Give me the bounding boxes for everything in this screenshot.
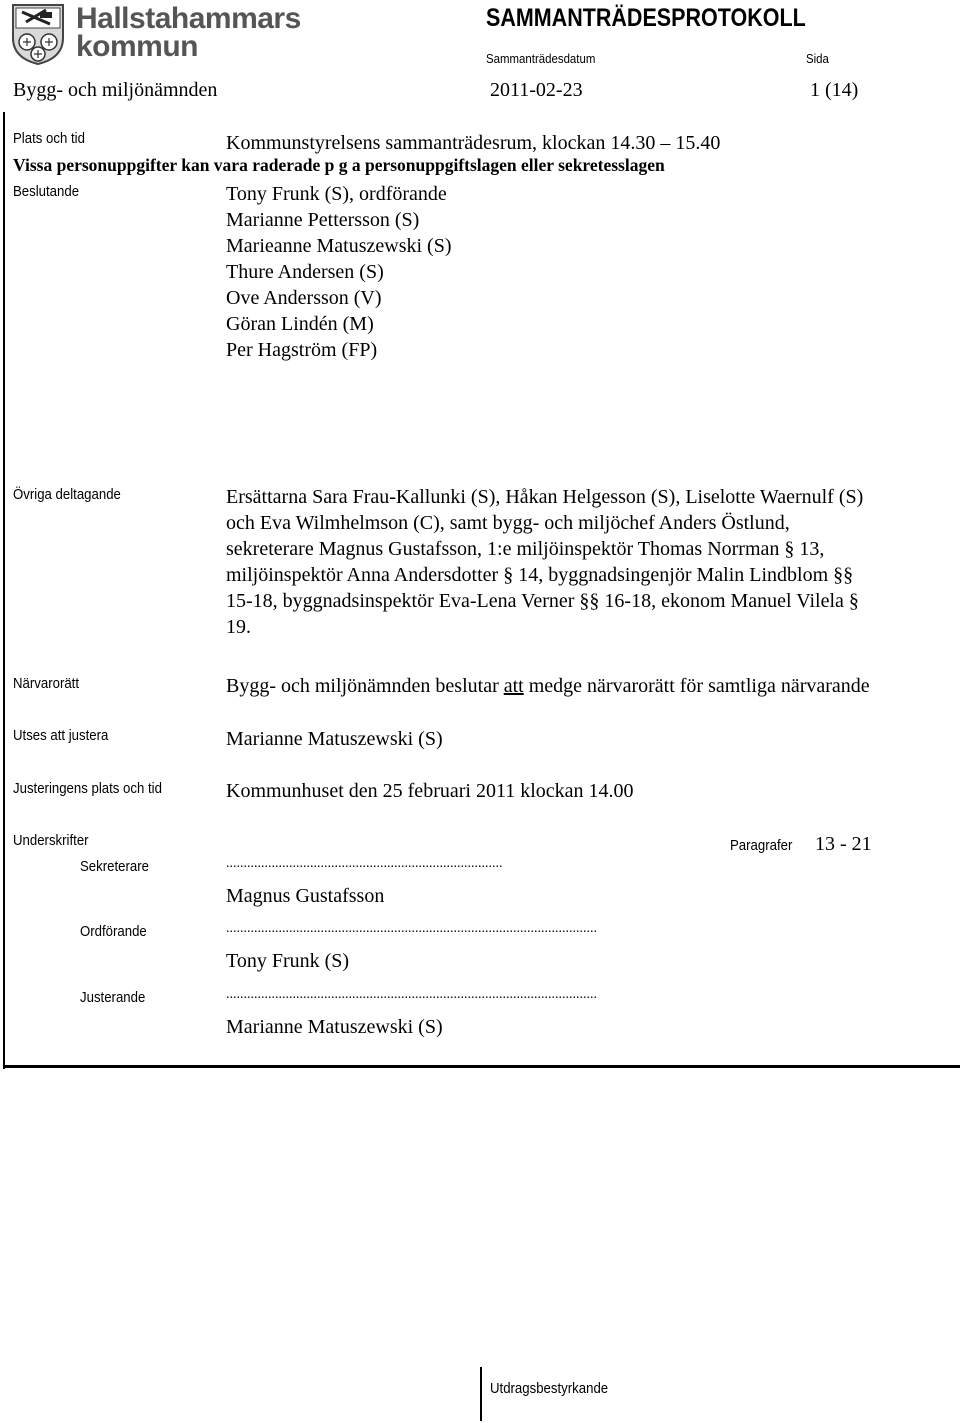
presence-decision <box>226 673 870 699</box>
coat-of-arms-icon <box>10 2 66 66</box>
document-type: SAMMANTRÄDESPROTOKOLL <box>486 4 806 32</box>
chair-label: Ordförande <box>80 923 147 940</box>
others-label: Övriga deltagande <box>13 486 121 503</box>
others-line: Ersättarna Sara Frau-Kallunki (S), Håkan Helgesson (S), Liselotte Waernulf (S) <box>226 486 864 508</box>
chair-name: Tony Frunk (S) <box>226 950 350 972</box>
chair-signature-line: .......................................................................................................... <box>226 921 597 936</box>
adjuster-signature-line: .......................................................................................................... <box>226 987 597 1002</box>
decision-member: Per Hagström (FP) <box>226 339 378 361</box>
adjuster-name: Marianne Matuszewski (S) <box>226 1016 443 1038</box>
logo-line-2: kommun <box>76 30 199 63</box>
presence-text-underlined: att <box>503 675 524 697</box>
secretary-label: Sekreterare <box>80 858 149 875</box>
place-value: Kommunstyrelsens sammanträdesrum, klockan 14.30 – 15.40 <box>226 132 721 154</box>
adjust-place-value: Kommunhuset den 25 februari 2011 klockan 14.00 <box>226 780 634 802</box>
adjust-label: Utses att justera <box>13 727 109 744</box>
meeting-date: 2011-02-23 <box>490 79 583 101</box>
others-line: och Eva Wilmhelmson (C), samt bygg- och miljöchef Anders Östlund, <box>226 512 790 534</box>
page-label: Sida <box>806 51 829 66</box>
paragraphs-label: Paragrafer <box>730 837 793 854</box>
adjust-place-label: Justeringens plats och tid <box>13 780 162 797</box>
secretary-signature-line: ............................................................................... <box>226 856 503 871</box>
signatures-label: Underskrifter <box>13 832 89 849</box>
decision-label: Beslutande <box>13 183 80 200</box>
meeting-date-label: Sammanträdesdatum <box>486 51 596 66</box>
decision-member: Thure Andersen (S) <box>226 261 384 283</box>
adjust-value: Marianne Matuszewski (S) <box>226 728 443 750</box>
decision-member: Marianne Pettersson (S) <box>226 209 420 231</box>
presence-label: Närvarorätt <box>13 675 80 692</box>
others-paragraph <box>226 484 863 640</box>
extract-certification-label: Utdragsbestyrkande <box>490 1380 609 1397</box>
secretary-name: Magnus Gustafsson <box>226 885 385 907</box>
adjuster-label: Justerande <box>80 989 146 1006</box>
others-line: miljöinspektör Anna Andersdotter § 14, byggnadsingenjör Malin Lindblom §§ <box>226 564 854 586</box>
decision-member: Ove Andersson (V) <box>226 287 382 309</box>
others-line: 15-18, byggnadsinspektör Eva-Lena Verner §§ 16-18, ekonom Manuel Vilela § <box>226 590 859 612</box>
municipality-logo <box>10 2 301 66</box>
decision-members-list <box>226 181 452 363</box>
presence-text-pre: Bygg- och miljönämnden beslutar <box>226 675 504 697</box>
logo-line-1: Hallstahammars <box>76 2 301 35</box>
decision-member: Tony Frunk (S), ordförande <box>226 183 447 205</box>
privacy-notice: Vissa personuppgifter kan vara raderade p g a personuppgiftslagen eller sekretesslagen <box>13 155 665 175</box>
page-number: 1 (14) <box>810 79 859 101</box>
place-label: Plats och tid <box>13 130 85 147</box>
committee-name: Bygg- och miljönämnden <box>13 79 218 101</box>
others-line: 19. <box>226 616 251 638</box>
paragraphs-value: 13 - 21 <box>815 833 872 855</box>
frame-left-border <box>3 112 5 1069</box>
decision-member: Göran Lindén (M) <box>226 313 374 335</box>
decision-member: Marieanne Matuszewski (S) <box>226 235 452 257</box>
presence-text-post: medge närvarorätt för samtliga närvarande <box>523 675 870 697</box>
footer-divider <box>480 1367 482 1421</box>
frame-bottom-border <box>3 1065 960 1068</box>
others-line: sekreterare Magnus Gustafsson, 1:e miljöinspektör Thomas Norrman § 13, <box>226 538 825 560</box>
